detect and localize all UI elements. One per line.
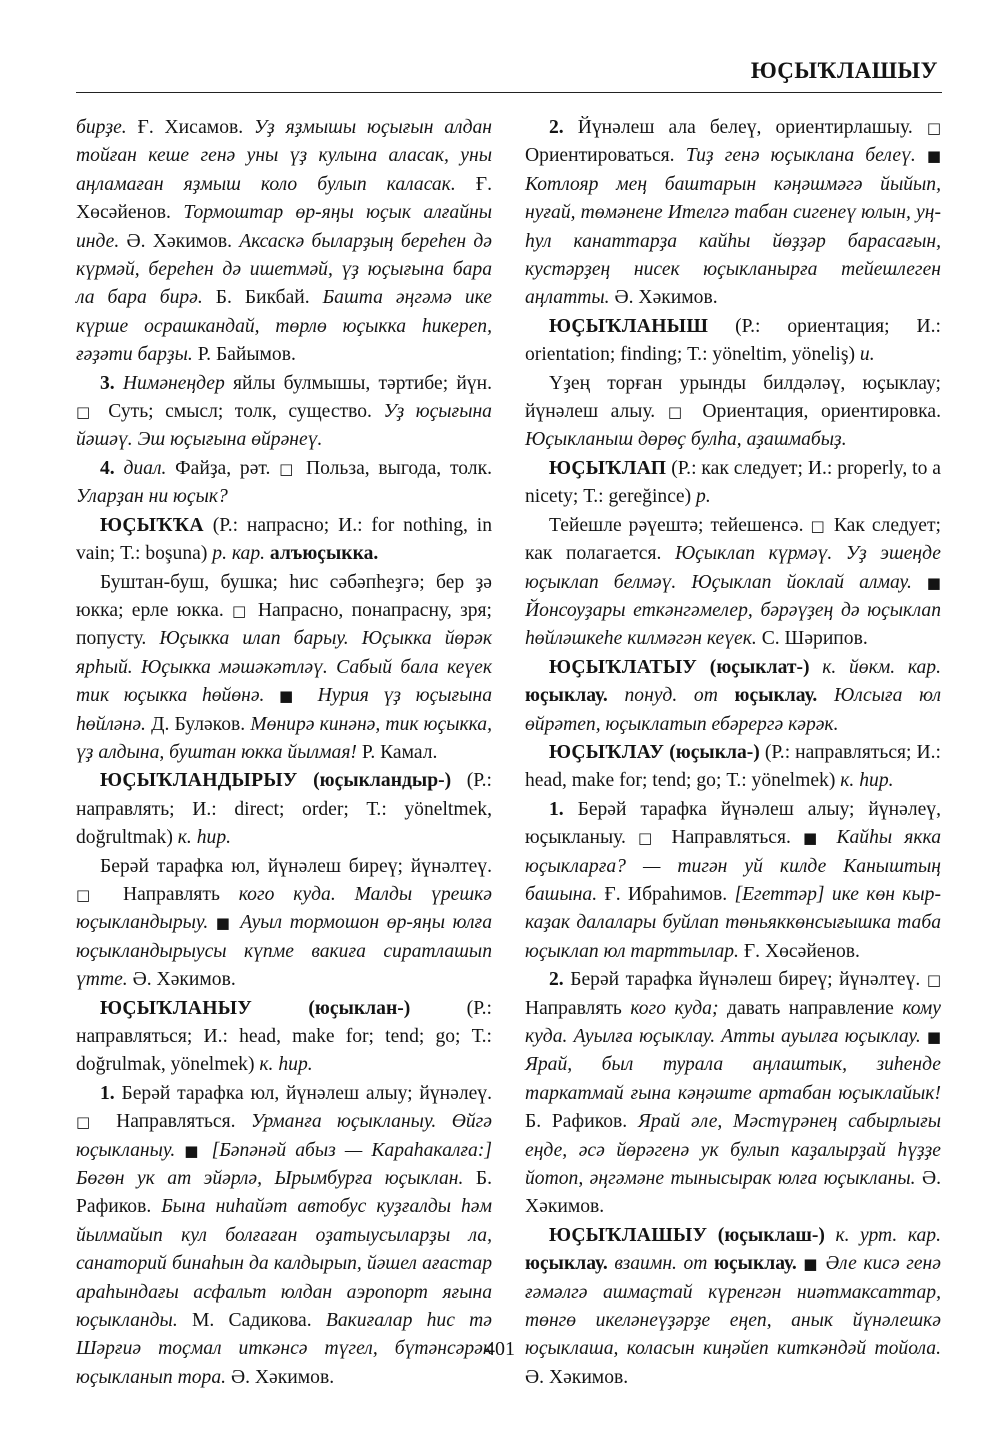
sense-paragraph — [525, 966, 941, 1222]
label: р. — [696, 486, 711, 508]
stem: (юҫыклан-) — [252, 997, 411, 1019]
left-column — [76, 114, 492, 1392]
example-text: Тиҙ генә юҫыклана белеү. — [685, 145, 916, 167]
example-text: Уларҙан ни юҫык? — [76, 486, 228, 508]
example-text: Мөнирә кинәнә, тик юҫыкка, үҙ алдына, буштан юкка йылмая! — [76, 713, 493, 763]
label: к. hир. — [259, 1054, 313, 1076]
translations: (Р.: направляться; И.: head, make for; tend; go; Т.: yönelmek) — [525, 741, 941, 792]
example-text: Ауыл тормошон өр-яңы юлға юҫыкландырыусы күпме вакиға сиратлашып үтте. — [76, 912, 492, 991]
translations: (Р.: направлять; И.: direct; order; Т.: yöneltmek, doğrultmak) — [76, 770, 493, 849]
author: Ә. Хәкимов. — [119, 230, 240, 252]
quote-marker-icon: ■ — [920, 1028, 941, 1046]
entry-body — [525, 796, 941, 966]
example-text: Әле кисә генә ғәмәлгә ашмаҫтай күренгән ниәтмаксаттар, төнгө икеләнеүҙәрҙе еңеп, анык йүнәлешкә юҫыклаша, коласын киңәйеп киткәндәй тойола. — [525, 1253, 941, 1360]
example-text: Котлояр мең баштарын кәңәшмәгә йыйып, нуғай, төмәнене Ителгә табан сигенеү юлын, уң-hул канаттарҙа кайhы йөҙҙәр бараcағын, кустәрҙең нисек юҫыкланырға тейешлеген аңлатты. — [525, 173, 941, 309]
author: Ғ. Хисамов. — [126, 117, 254, 138]
example-text: бирҙе. — [76, 117, 127, 138]
author: Ә. Хәкимов. — [127, 969, 236, 991]
label: к. йөкм. кар. — [809, 656, 942, 678]
entry-heading — [525, 313, 941, 370]
definition: Берәй тарафка йүнәлеш биреү; йүнәлтеү. — [570, 969, 927, 991]
russian-marker-icon: □ — [279, 459, 298, 478]
translation: давать направление — [718, 997, 903, 1019]
russian-marker-icon: □ — [637, 829, 660, 848]
label: к. hир. — [840, 770, 894, 792]
running-head: ЮҪЫҠЛАШЫУ — [750, 58, 938, 83]
label: взаимн. от — [607, 1253, 714, 1275]
example-text: Нурия үҙ юҫығына hөйләнә. — [76, 685, 492, 735]
quote-marker-icon: ■ — [175, 1141, 212, 1160]
headword: ЮҪЫҠЛАНЫУ — [100, 997, 252, 1019]
example-text: Тормоштар өр-яңы юҫык алғайны инде. — [76, 202, 492, 252]
example-text: Йонсоуҙары еткәнгәмелер, бәрәүҙең дә юҫыклап hөйләшкеhе килмәгән кеүек. — [525, 599, 941, 650]
example-text: Вакиғалар hис тә Шәрғиә тоҫмал иткәнсә түгел, бүтәнсәрәк юҫыкланып тора. — [76, 1310, 492, 1388]
quote-marker-icon: ■ — [915, 147, 941, 166]
translation: Направлять — [104, 883, 239, 905]
label: р. кар. — [212, 543, 266, 565]
right-column — [525, 114, 941, 1392]
definition: Берәй тарафка юл, йүнәлеш биреү; йүнәлтеү. — [100, 855, 492, 877]
example-text: кому куда. Ауылға юҫыклау. Атты ауылға юҫыклау. — [525, 997, 941, 1047]
example-text: Ярай, был турала аңлаштык, зиһенде таркатмай ғына кәңәште артабан юҫыклайык! — [525, 1054, 941, 1104]
russian-marker-icon: □ — [810, 516, 827, 535]
entry-heading — [525, 1222, 941, 1392]
entry-heading — [525, 654, 941, 739]
definition: Тейешле рәүештә; тейешенсә. — [549, 514, 811, 536]
translation: Как следует; как полагается. — [525, 514, 941, 565]
author: Б. Рафиков. — [76, 1168, 492, 1218]
translations: (Р.: ориентация; И.: orientation; finding; Т.: yöneltim, yöneliş) — [525, 315, 941, 366]
stem: (юҫыкла-) — [664, 741, 760, 763]
entry-heading — [525, 739, 941, 796]
sense-number: 1. — [549, 798, 578, 820]
entry-body — [525, 512, 941, 654]
russian-marker-icon: □ — [76, 1113, 101, 1132]
headword: ЮҪЫҠЛАНДЫРЫУ — [100, 770, 298, 792]
example-text: Уҙ юҫығына йәшәү. Эш юҫығына өйрәнеү. — [76, 401, 492, 451]
russian-marker-icon: □ — [926, 971, 941, 990]
russian-marker-icon: □ — [232, 601, 250, 620]
headword: ЮҪЫҠЛАТЫУ — [549, 656, 698, 678]
label: и. — [859, 344, 875, 366]
definition: яйлы булмышы, тәртибе; йүн. — [224, 372, 492, 394]
label: к. hир. — [177, 827, 232, 849]
author: М. Садикова. — [177, 1310, 326, 1332]
example-text: Юҫыклап күрмәү. Уҙ эшеңде юҫыклап белмәү. Юҫыклап йоклай алмау. — [525, 543, 941, 593]
author: Б. Рафиков. — [525, 1111, 638, 1133]
sense-paragraph — [525, 114, 941, 313]
author: Ғ. Хөсәйенов. — [738, 940, 860, 962]
author: Ғ. Ибраhимов. — [597, 883, 735, 905]
cross-reference: юҫыклау. — [525, 1253, 608, 1275]
russian-marker-icon: □ — [667, 403, 690, 422]
headword: ЮҪЫҠҠА — [100, 514, 204, 536]
example-text: Урманға юҫыкланыу. Өйгә юҫыкланыу. — [76, 1111, 492, 1161]
author: Р. Камал. — [356, 741, 438, 763]
example-text: Бына ниhайәт автобус куҙғалды һәм йылмайып кул болғаған оҙатыусыларҙы ла, санаторий бинаhын да калдырып, йәшел ағастар араhындағы асфальт юлдан аэропорт яғына юҫыкланды. — [76, 1196, 492, 1332]
sense-paragraph — [76, 370, 492, 455]
translation: Направляться. — [659, 827, 804, 849]
entry-body — [525, 370, 941, 455]
author: Ә. Хәкимов. — [525, 1366, 629, 1388]
russian-marker-icon: □ — [926, 119, 941, 137]
entry-body — [76, 853, 492, 995]
quote-marker-icon: ■ — [911, 573, 941, 592]
definition: Берәй тарафка йүнәлеш алыу; йүнәлеү, юҫыкланыу. — [525, 798, 941, 849]
translation: Направлять — [525, 997, 631, 1019]
example-text: Башта әңгәмә ике күрше осрашкандай, төрлө юҫыкка hикереп, ғәҙәти барҙы. — [76, 287, 492, 366]
label: к. урт. кар. — [824, 1224, 942, 1246]
author: Ғ. Хөсәйенов. — [76, 173, 492, 224]
headword: ЮҪЫҠЛАШЫУ — [549, 1224, 708, 1246]
definition: Берәй тарафка юл, йүнәлеш алыу; йүнәлеү. — [121, 1082, 493, 1104]
example-text: Юлсыға юл өйрәтеп, юҫыклатып ебәрергә кәрәк. — [525, 685, 941, 735]
translations: (Р.: как следует; И.: properly, to a nicety; Т.: gereğince) — [525, 457, 941, 508]
quote-marker-icon: ■ — [208, 914, 241, 933]
headword: ЮҪЫҠЛАУ — [549, 741, 665, 763]
page-number: 401 — [485, 1338, 515, 1360]
headword: ЮҪЫҠЛАП — [549, 457, 667, 479]
russian-marker-icon: □ — [76, 403, 97, 422]
example-text: кого куда; — [630, 997, 719, 1019]
header-rule — [76, 92, 942, 93]
quote-marker-icon: ■ — [264, 687, 318, 706]
quote-marker-icon: ■ — [803, 829, 825, 848]
sense-number: 3. — [100, 372, 123, 394]
definition: Йүнәлеш ала белеү, ориентирлашыу. — [577, 117, 927, 138]
author: Б. Бикбай. — [202, 287, 323, 309]
example-text: [Бәпәнәй абыз — Караhакалға:] Бөгөн ук ат эйәрлә, Ырымбурға юҫыклан. — [76, 1139, 492, 1190]
translation: Направляться. — [100, 1111, 251, 1133]
stem: (юҫыкландыр-) — [297, 770, 452, 792]
quote-marker-icon: ■ — [796, 1255, 826, 1274]
example-text: Ярай әле, Мәстүрәнең сабырлығы еңде, әсә йөрәгенә ук булып каҙалырҙай hүҙҙе йотоп, әңгәмәне тынысырак юлға юҫыкланы. — [525, 1111, 942, 1190]
definition: Файҙа, рәт. — [166, 457, 280, 479]
entry-body — [76, 569, 492, 768]
author: Д. Буләков. — [145, 713, 251, 735]
translations: (Р.: направляться; И.: head, make for; tend; go; Т.: doğrulmak, yönelmek) — [76, 997, 492, 1076]
stem: (юҫыклаш-) — [707, 1224, 825, 1246]
author: Ә. Хәкимов. — [525, 1168, 941, 1218]
sense-number: 2. — [549, 969, 571, 991]
translation: Ориентироваться. — [525, 145, 686, 167]
translation: Ориентация, ориентировка. — [689, 401, 941, 423]
author: С. Шәрипов. — [756, 628, 868, 650]
entry-heading — [76, 512, 492, 569]
example-text: кого куда. Малды үрешкә юҫыкландырыу. — [76, 883, 492, 934]
sense-number: 4. — [100, 457, 124, 479]
definition: Үҙең торған урынды билдәләү, юҫыклау; йүнәлеш алыу. — [525, 372, 941, 423]
example-text: Юҫыкка илап барыу. Юҫыкка йөрәк ярhый. Юҫыкка мәшәкәтләү. Сабый бала кеүек тик юҫыкка hөйөнә. — [76, 628, 492, 707]
translation: Польза, выгода, толк. — [297, 457, 492, 479]
entry-heading — [76, 995, 492, 1080]
label: диал. — [123, 457, 167, 479]
example-text: Нимәнеңдер — [122, 372, 225, 394]
translation: Суть; смысл; толк, существо. — [96, 401, 384, 423]
example-text: Уҙ яҙмышы юҫығын алдан тойған кеше генә уны үҙ кулына аласак, уны аңламаған яҙмыш коло булып каласак. — [76, 117, 492, 195]
sense-paragraph — [76, 455, 492, 512]
stem: (юҫыклат-) — [697, 656, 810, 678]
sense-number: 2. — [549, 117, 578, 138]
example-text: Кайhы якка юҫыкларға? — тигән уй килде Каныштың башына. — [525, 827, 941, 905]
cross-reference: юҫыклау. — [734, 685, 818, 707]
entry-heading — [76, 767, 492, 852]
russian-marker-icon: □ — [76, 885, 105, 904]
label: понуд. от — [607, 685, 735, 707]
sense-number: 1. — [100, 1082, 122, 1104]
author: Ә. Хәкимов. — [609, 287, 718, 309]
cross-reference: юҫыклау. — [525, 685, 608, 707]
translations: (Р.: напрасно; И.: for nothing, in vain; Т.: boşuna) — [76, 514, 492, 565]
headword: ЮҪЫҠЛАНЫШ — [549, 315, 709, 337]
cross-reference: юҫыклау. — [713, 1253, 797, 1275]
entry-heading — [525, 455, 941, 512]
author: Р. Байымов. — [192, 344, 296, 366]
example-text: [Егеттәр] ике көн кыр-каҙак далалары буйлап төньяккөнсығышка таба юҫыклап юл тарттылар. — [525, 883, 941, 962]
translation: Напрасно, понапрасну, зря; попусту. — [76, 599, 492, 650]
definition: Буштан-буш, бушка; hис сәбәпhеҙгә; бер ҙә юкка; ерле юкка. — [76, 571, 492, 621]
cross-reference: алъюҫыкка. — [265, 543, 379, 565]
entry-continuation — [76, 114, 492, 370]
example-text: Юҫыкланыш дөрөҫ булhа, аҙашмабыҙ. — [525, 429, 847, 451]
author: Ә. Хәкимов. — [226, 1366, 335, 1388]
example-text: Аксаскә быларҙың береhен дә күрмәй, береhен дә ишетмәй, үҙ юҫығына бара ла бара бирә. — [76, 230, 492, 309]
